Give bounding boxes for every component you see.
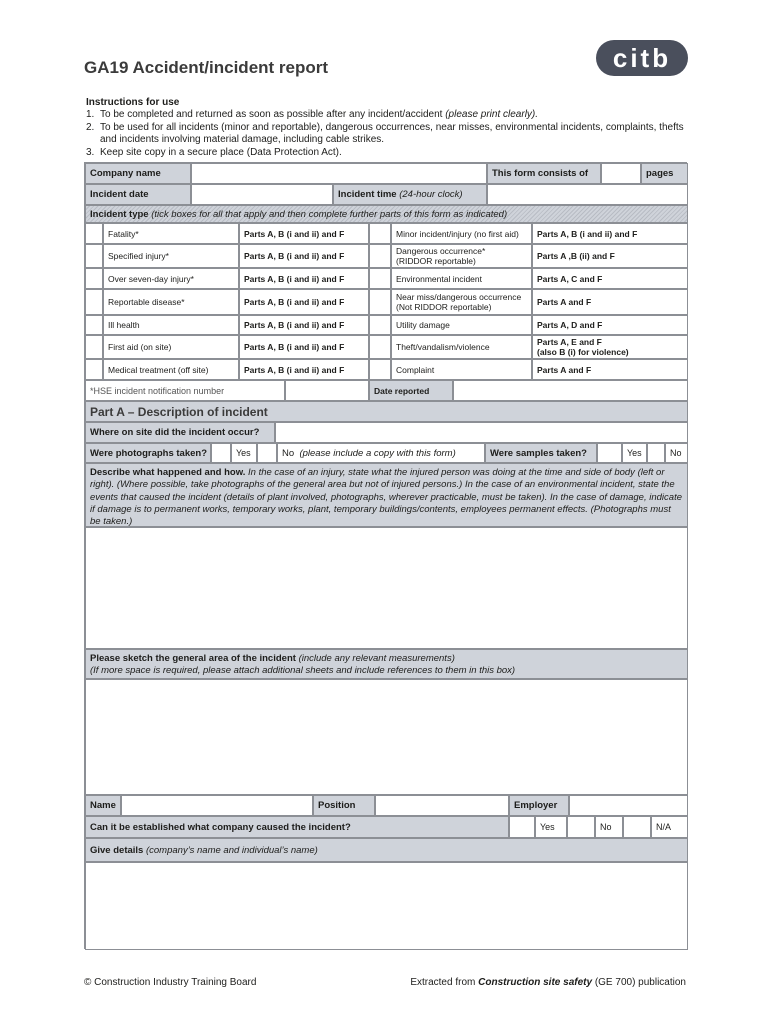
form-pages-field[interactable] (601, 163, 641, 184)
photos-yes-label: Yes (231, 443, 257, 463)
type-label-line: Utility damage (396, 320, 450, 330)
logo-text: citb (612, 43, 672, 73)
instruction-number: 2. (86, 121, 95, 133)
where-on-site-label: Where on site did the incident occur? (85, 422, 275, 443)
type-label-line: (RIDDOR reportable) (396, 256, 476, 266)
describe-field[interactable] (85, 527, 688, 649)
instructions-heading: Instructions for use (86, 97, 180, 108)
give-details-bold: Give details (90, 844, 144, 856)
type-parts: Parts A, B (i and ii) and F (239, 268, 369, 289)
pages-label: pages (641, 163, 688, 184)
type-label: Ill health (103, 315, 239, 335)
company-caused-na-checkbox[interactable] (623, 816, 651, 838)
type-checkbox[interactable] (369, 268, 391, 289)
where-on-site-field[interactable] (275, 422, 688, 443)
sketch-bold: Please sketch the general area of the incident (90, 653, 296, 664)
photos-no-checkbox[interactable] (257, 443, 277, 463)
type-label (391, 244, 532, 268)
instruction-number: 3. (86, 146, 95, 158)
type-label (391, 315, 532, 335)
describe-text: In the case of an injury, state what the injured person was doing at the time and side of body (left or right). (Where possible, take photographs of the general area but not of injured persons.) In the case of an environmental incident, state the events that caused the incident (details of plant involved, photographs, wherever practicable, must be taken). In the case of damage, indicate if damage is to permanent works, temporary works, plant, temporary buildings/contents, employees permanent effects. (Photographs must be taken.) (90, 467, 682, 528)
form-pages-label: This form consists of (487, 163, 601, 184)
type-label-line: Minor incident/injury (no first aid) (396, 228, 519, 239)
company-caused-no-label: No (595, 816, 623, 838)
instruction-item (86, 109, 690, 121)
type-label (391, 359, 532, 380)
give-details-field[interactable] (85, 862, 688, 950)
type-parts: Parts A, B (i and ii) and F (239, 359, 369, 380)
give-details-note: (company’s name and individual’s name) (145, 844, 318, 856)
hse-number-label: *HSE incident notification number (85, 380, 285, 401)
type-parts-line: Parts A, D and F (537, 320, 603, 330)
type-label: Reportable disease* (103, 289, 239, 315)
type-label: First aid (on site) (103, 335, 239, 359)
type-checkbox[interactable] (85, 223, 103, 244)
incident-time-text: Incident time (338, 189, 397, 200)
type-parts-line: Parts A ,B (ii) and F (537, 251, 615, 261)
type-parts-line: Parts A, E and F (537, 337, 602, 347)
photos-taken-label: Were photographs taken? (85, 443, 211, 463)
describe-instructions (85, 463, 688, 527)
incident-time-label (333, 184, 487, 205)
describe-bold: Describe what happened and how. (90, 467, 246, 478)
company-caused-yes-label: Yes (535, 816, 567, 838)
type-label: Specified injury* (103, 244, 239, 268)
give-details-label (85, 838, 688, 862)
type-parts (532, 359, 688, 380)
instruction-text-italic: (please print clearly). (445, 109, 539, 121)
company-caused-yes-checkbox[interactable] (509, 816, 535, 838)
type-checkbox[interactable] (85, 335, 103, 359)
type-checkbox[interactable] (85, 244, 103, 268)
type-checkbox[interactable] (369, 244, 391, 268)
incident-type-header (85, 205, 688, 223)
report-form (84, 162, 687, 949)
instruction-item (86, 122, 690, 147)
no-text: No (282, 447, 295, 459)
page-title: GA19 Accident/incident report (84, 58, 329, 77)
type-label: Fatality* (103, 223, 239, 244)
footer-pub-pre: Extracted from (410, 977, 479, 988)
type-parts (532, 315, 688, 335)
date-reported-label: Date reported (369, 380, 453, 401)
instruction-item (86, 147, 690, 159)
type-parts: Parts A, B (i and ii) and F (239, 335, 369, 359)
incident-type-note: (tick boxes for all that apply and then complete further parts of this form as indicated) (151, 208, 508, 220)
type-label: Over seven-day injury* (103, 268, 239, 289)
company-caused-na-label: N/A (651, 816, 688, 838)
type-parts-line: Parts A and F (537, 297, 592, 307)
position-field[interactable] (375, 795, 509, 816)
type-checkbox[interactable] (85, 289, 103, 315)
incident-type-label: Incident type (90, 208, 149, 220)
type-parts-line: Parts A, C and F (537, 273, 603, 284)
photo-note: (please include a copy with this form) (299, 447, 456, 459)
type-label (391, 223, 532, 244)
name-label: Name (85, 795, 121, 816)
type-parts (532, 244, 688, 268)
instruction-text (100, 109, 690, 121)
footer-copyright: © Construction Industry Training Board (84, 977, 257, 988)
samples-yes-checkbox[interactable] (597, 443, 622, 463)
type-checkbox[interactable] (369, 223, 391, 244)
type-parts (532, 223, 688, 244)
position-label: Position (313, 795, 375, 816)
company-caused-no-checkbox[interactable] (567, 816, 595, 838)
type-parts: Parts A, B (i and ii) and F (239, 315, 369, 335)
incident-time-note: (24-hour clock) (399, 189, 463, 200)
type-checkbox[interactable] (369, 315, 391, 335)
photos-no-label (277, 443, 485, 463)
type-parts: Parts A, B (i and ii) and F (239, 223, 369, 244)
type-checkbox[interactable] (85, 359, 103, 380)
employer-field[interactable] (569, 795, 688, 816)
type-label: Medical treatment (off site) (103, 359, 239, 380)
type-label (391, 335, 532, 359)
type-parts-line: Parts A, B (i and ii) and F (537, 228, 638, 239)
photos-yes-checkbox[interactable] (211, 443, 231, 463)
type-parts (532, 335, 688, 359)
company-caused-label: Can it be established what company caused the incident? (85, 816, 509, 838)
type-parts-line: (also B (i) for violence) (537, 347, 629, 357)
type-checkbox[interactable] (369, 335, 391, 359)
type-parts: Parts A, B (i and ii) and F (239, 289, 369, 315)
samples-taken-label: Were samples taken? (485, 443, 597, 463)
type-label-line: Complaint (396, 364, 435, 375)
samples-no-label: No (665, 443, 688, 463)
samples-no-checkbox[interactable] (647, 443, 665, 463)
footer-pub-title: Construction site safety (478, 977, 593, 988)
type-parts (532, 289, 688, 315)
instructions (86, 97, 690, 159)
type-parts: Parts A, B (i and ii) and F (239, 244, 369, 268)
employer-label: Employer (509, 795, 569, 816)
footer-publication (410, 977, 686, 988)
date-reported-field[interactable] (453, 380, 688, 401)
hse-number-field[interactable] (285, 380, 369, 401)
instruction-text: Keep site copy in a secure place (Data Protection Act). (100, 146, 342, 158)
type-parts (532, 268, 688, 289)
company-name-label: Company name (85, 163, 191, 184)
type-parts-line: Parts A and F (537, 364, 592, 375)
type-label (391, 289, 532, 315)
instruction-text-main: To be completed and returned as soon as possible after any incident/accident (100, 109, 443, 121)
type-label-line: Theft/vandalism/violence (396, 342, 490, 352)
type-label (391, 268, 532, 289)
type-label-line: Dangerous occurrence* (396, 246, 486, 256)
instruction-text: To be used for all incidents (minor and reportable), dangerous occurrences, near misses, environmental incidents, complaints, thefts and incidents involving material damage, including cable strikes. (100, 121, 684, 146)
incident-date-field[interactable] (191, 184, 333, 205)
type-checkbox[interactable] (85, 268, 103, 289)
sketch-instructions (85, 649, 688, 679)
type-label-line: (Not RIDDOR reportable) (396, 302, 492, 312)
incident-time-field[interactable] (487, 184, 688, 205)
type-checkbox[interactable] (85, 315, 103, 335)
part-a-title: Part A – Description of incident (85, 401, 688, 422)
incident-date-label: Incident date (85, 184, 191, 205)
sketch-area[interactable] (85, 679, 688, 795)
footer-pub-post: (GE 700) publication (592, 977, 686, 988)
sketch-note-2: (If more space is required, please attach additional sheets and include references to them in this box) (90, 665, 516, 677)
samples-yes-label: Yes (622, 443, 647, 463)
citb-logo (596, 40, 688, 76)
type-label-line: Environmental incident (396, 273, 482, 284)
instruction-number: 1. (86, 109, 95, 121)
type-label-line: Near miss/dangerous occurrence (396, 292, 522, 302)
company-name-field[interactable] (191, 163, 487, 184)
type-checkbox[interactable] (369, 289, 391, 315)
type-checkbox[interactable] (369, 359, 391, 380)
sketch-note-1: (include any relevant measurements) (298, 653, 455, 664)
name-field[interactable] (121, 795, 313, 816)
